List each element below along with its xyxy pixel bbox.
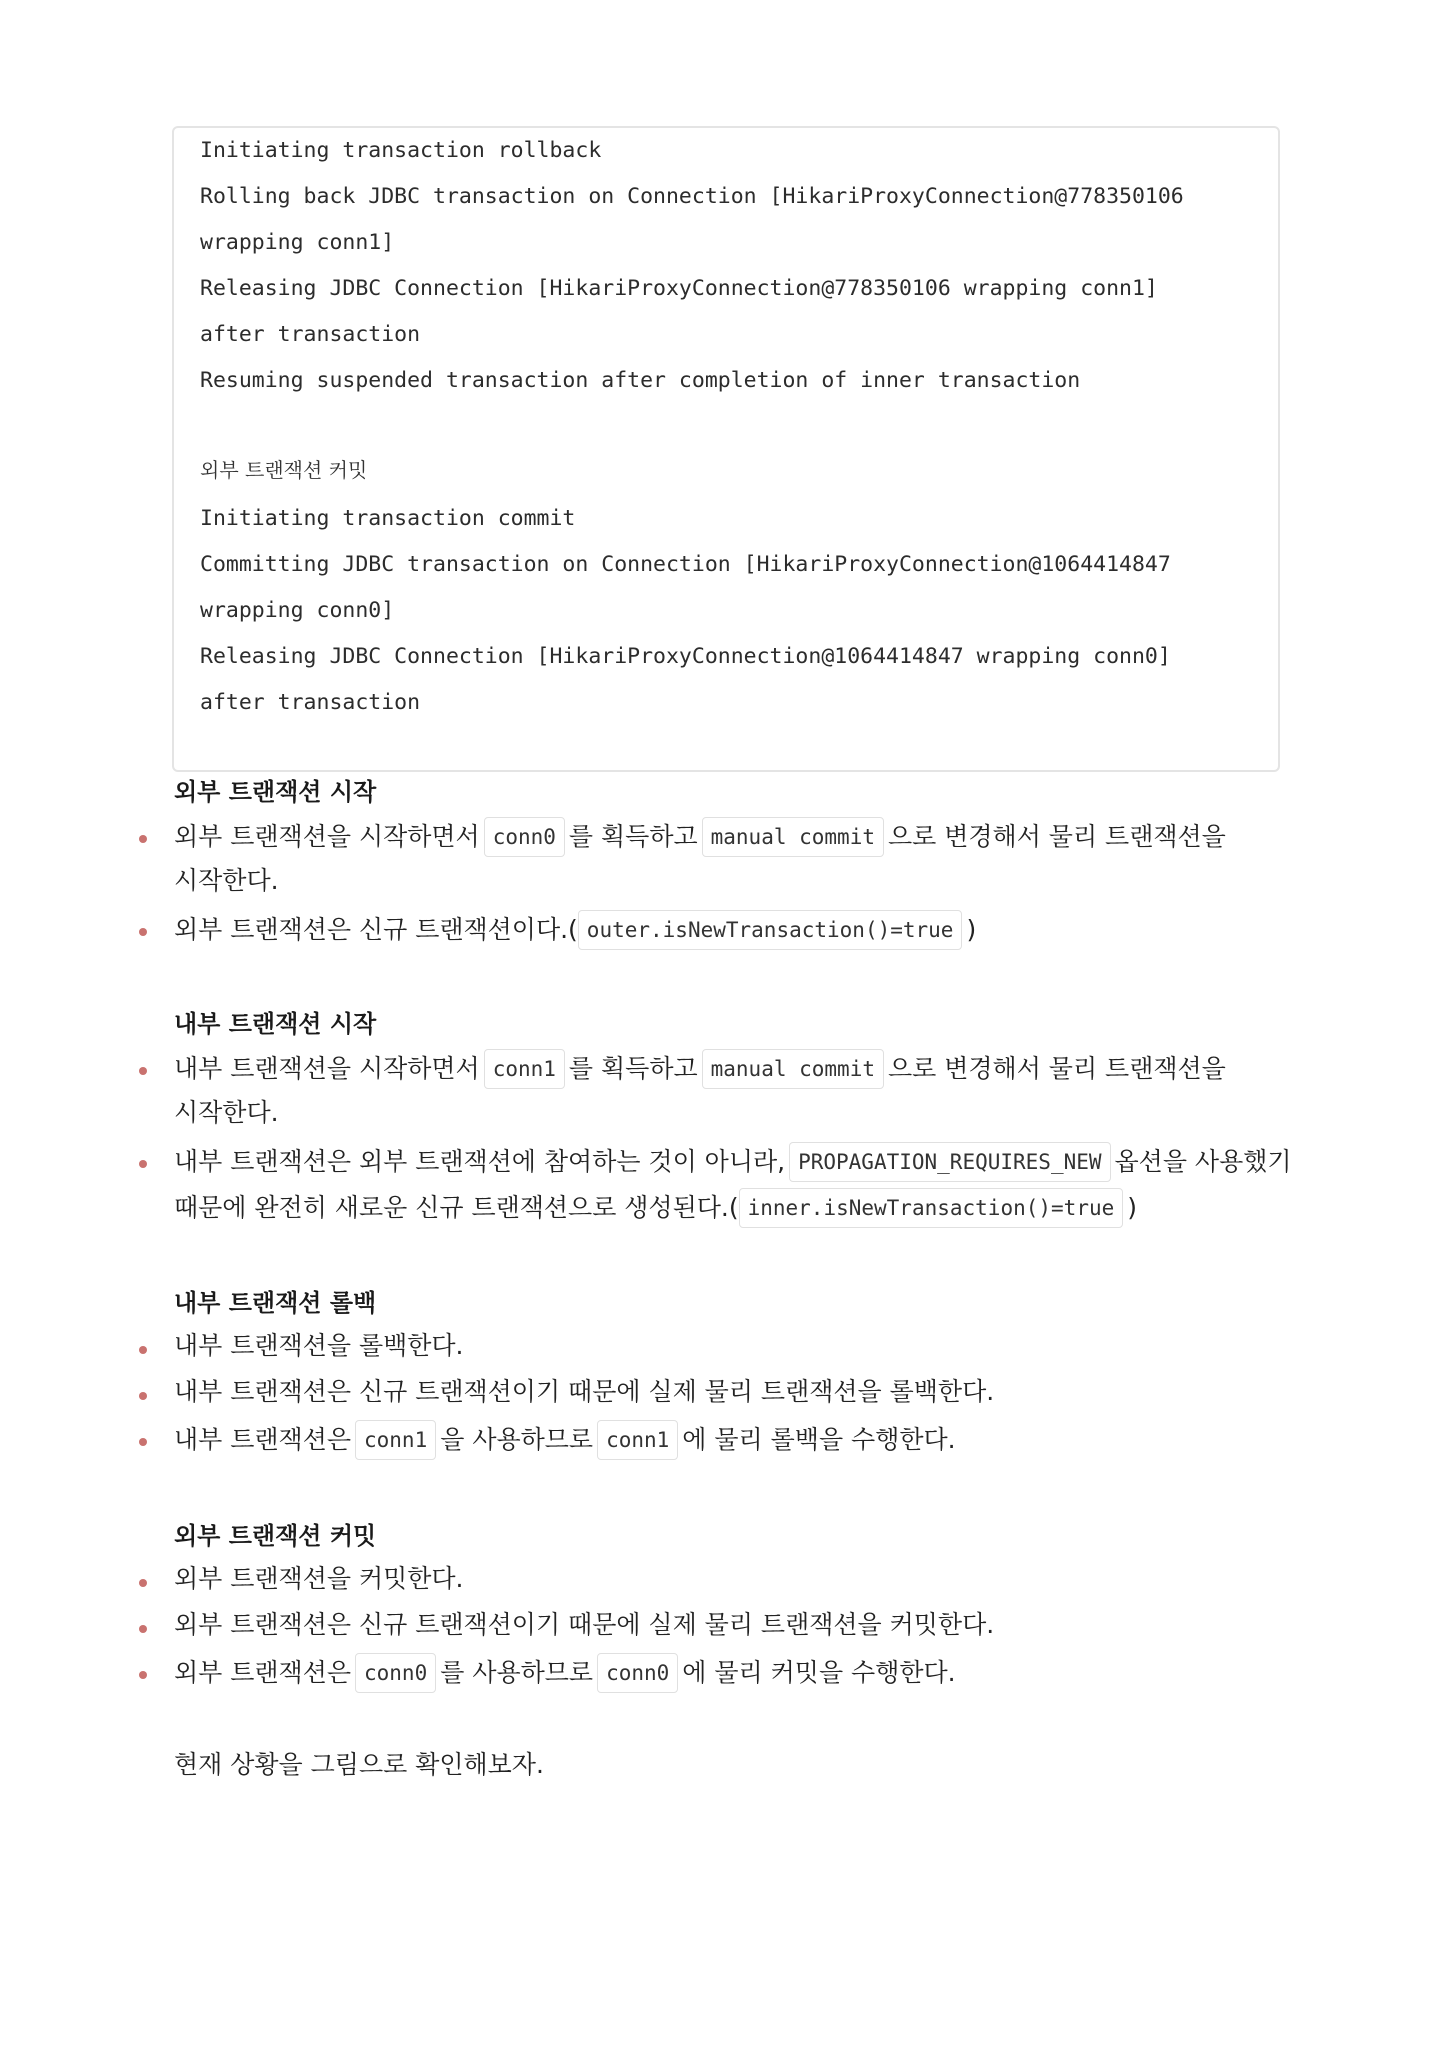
bullet-dot (139, 928, 147, 936)
code-line: after transaction (200, 322, 421, 347)
list-item: 내부 트랜잭션은 conn1 을 사용하므로 conn1 에 물리 롤백을 수행한다. (174, 1420, 956, 1460)
list-item-continuation: 시작한다. (174, 866, 279, 895)
inline-code: conn1 (597, 1420, 678, 1460)
list-item: 외부 트랜잭션은 신규 트랜잭션이다.( outer.isNewTransaction()=true ) (174, 910, 976, 950)
code-line: Initiating transaction rollback (200, 138, 602, 163)
closing-paragraph: 현재 상황을 그림으로 확인해보자. (174, 1750, 544, 1779)
inline-code: PROPAGATION_REQUIRES_NEW (789, 1142, 1110, 1182)
bullet-dot (139, 1346, 147, 1354)
code-line: Committing JDBC transaction on Connection [HikariProxyConnection@1064414847 (200, 552, 1171, 577)
list-item: 외부 트랜잭션은 conn0 를 사용하므로 conn0 에 물리 커밋을 수행한다. (174, 1653, 956, 1693)
inline-code: outer.isNewTransaction()=true (578, 910, 963, 950)
code-line: wrapping conn1] (200, 230, 395, 255)
inline-code: manual commit (702, 817, 884, 857)
inline-code: manual commit (702, 1049, 884, 1089)
inline-code: inner.isNewTransaction()=true (739, 1188, 1124, 1228)
list-item-continuation: 시작한다. (174, 1098, 279, 1127)
list-item: 내부 트랜잭션을 롤백한다. (174, 1331, 464, 1360)
code-line: wrapping conn0] (200, 598, 395, 623)
list-item: 외부 트랜잭션은 신규 트랜잭션이기 때문에 실제 물리 트랜잭션을 커밋한다. (174, 1610, 995, 1639)
list-item: 내부 트랜잭션은 신규 트랜잭션이기 때문에 실제 물리 트랜잭션을 롤백한다. (174, 1377, 995, 1406)
section-heading-outer-commit: 외부 트랜잭션 커밋 (174, 1522, 377, 1550)
bullet-dot (139, 1392, 147, 1400)
code-line: Rolling back JDBC transaction on Connection [HikariProxyConnection@778350106 (200, 184, 1184, 209)
inline-code: conn1 (484, 1049, 565, 1089)
log-code-block (172, 126, 1280, 772)
code-line: Resuming suspended transaction after completion of inner transaction (200, 368, 1081, 393)
inline-code: conn0 (484, 817, 565, 857)
section-heading-inner-start: 내부 트랜잭션 시작 (174, 1010, 377, 1038)
inline-code: conn1 (355, 1420, 436, 1460)
list-item: 외부 트랜잭션을 시작하면서 conn0 를 획득하고 manual commit 으로 변경해서 물리 트랜잭션을 (174, 817, 1226, 857)
list-item: 내부 트랜잭션은 외부 트랜잭션에 참여하는 것이 아니라, PROPAGATION_REQUIRES_NEW 옵션을 사용했기 (174, 1142, 1292, 1182)
inline-code: conn0 (355, 1653, 436, 1693)
code-line: Releasing JDBC Connection [HikariProxyConnection@778350106 wrapping conn1] (200, 276, 1158, 301)
list-item: 내부 트랜잭션을 시작하면서 conn1 를 획득하고 manual commit 으로 변경해서 물리 트랜잭션을 (174, 1049, 1226, 1089)
code-comment-line: 외부 트랜잭션 커밋 (200, 458, 368, 482)
section-heading-inner-rollback: 내부 트랜잭션 롤백 (174, 1289, 377, 1317)
bullet-dot (139, 835, 147, 843)
bullet-dot (139, 1579, 147, 1587)
code-line: after transaction (200, 690, 421, 715)
bullet-dot (139, 1067, 147, 1075)
code-line: Initiating transaction commit (200, 506, 576, 531)
bullet-dot (139, 1160, 147, 1168)
bullet-dot (139, 1625, 147, 1633)
bullet-dot (139, 1671, 147, 1679)
bullet-dot (139, 1438, 147, 1446)
list-item: 외부 트랜잭션을 커밋한다. (174, 1564, 464, 1593)
inline-code: conn0 (597, 1653, 678, 1693)
list-item-continuation: 때문에 완전히 새로운 신규 트랜잭션으로 생성된다.( inner.isNewTransaction()=true ) (174, 1188, 1137, 1228)
section-heading-outer-start: 외부 트랜잭션 시작 (174, 778, 377, 806)
code-line: Releasing JDBC Connection [HikariProxyConnection@1064414847 wrapping conn0] (200, 644, 1171, 669)
